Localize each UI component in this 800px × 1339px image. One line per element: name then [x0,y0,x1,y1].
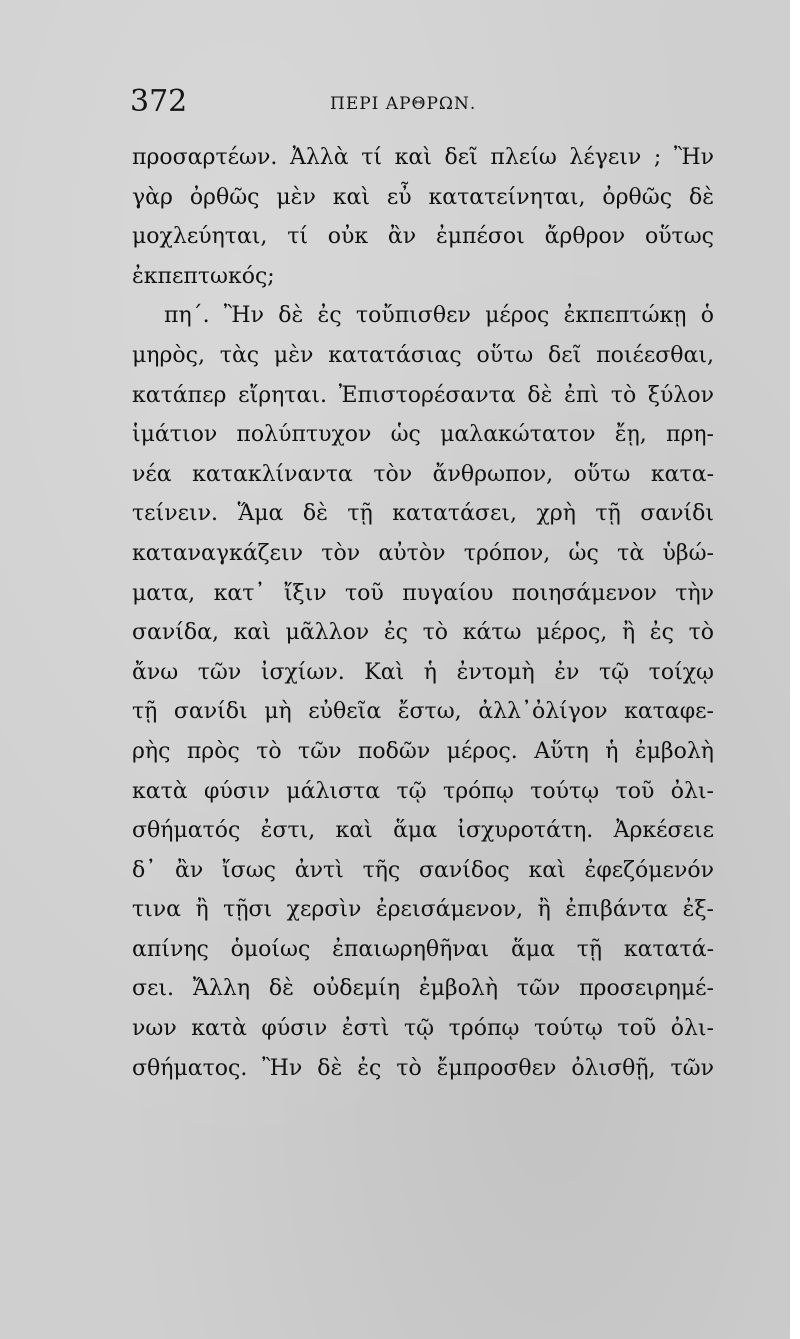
text-line: νέα κατακλίναντα τὸν ἄνθρωπον, οὕτω κατα- [132,461,714,487]
text-line: προσαρτέων. Ἀλλὰ τί καὶ δεῖ πλείω λέγειν ; Ἢν [132,145,714,170]
text-line: τινα ἢ τῇσι χερσὶν ἐρεισάμενον, ἢ ἐπιβάντα ἐξ- [132,897,714,923]
text-line: γὰρ ὀρθῶς μὲν καὶ εὖ κατατείνηται, ὀρθῶς δὲ [132,184,714,210]
scan-margin [790,0,800,1339]
text-line: νων κατὰ φύσιν ἐστὶ τῷ τρόπῳ τούτῳ τοῦ ὀλι- [132,1016,714,1042]
text-line: ἐκπεπτωκός; [132,263,275,289]
text-line: σθήματός ἐστι, καὶ ἅμα ἰσχυροτάτη. Ἀρκέσειε [132,818,714,844]
text-line: μοχλεύηται, τί οὐκ ἂν ἐμπέσοι ἄρθρον οὕτως [132,224,714,250]
text-line: κατὰ φύσιν μάλιστα τῷ τρόπῳ τούτῳ τοῦ ὀλι- [132,778,714,804]
text-line: καταναγκάζειν τὸν αὐτὸν τρόπον, ὡς τὰ ὑβώ- [132,540,714,566]
text-line: σει. Ἄλλη δὲ οὐδεμίη ἐμβολὴ τῶν προσειρημέ- [132,976,714,1002]
page-header [130,84,720,130]
text-line: ματα, κατ᾽ ἴξιν τοῦ πυγαίου ποιησάμενον τὴν [132,580,714,606]
text-line: ἱμάτιον πολύπτυχον ὡς μαλακώτατον ἔῃ, πρη- [132,422,714,448]
page-number: 372 [130,84,188,119]
text-line: κατάπερ εἴρηται. Ἐπιστορέσαντα δὲ ἐπὶ τὸ ξύλον [132,382,714,408]
text-line: σθήματος. Ἢν δὲ ἐς τὸ ἔμπροσθεν ὀλισθῇ, τῶν [132,1055,714,1081]
body-text [132,138,714,1088]
text-line: σανίδα, καὶ μᾶλλον ἐς τὸ κάτω μέρος, ἢ ἐς τὸ [132,620,714,646]
text-line: απίνης ὁμοίως ἐπαιωρηθῆναι ἅμα τῇ κατατά- [132,936,714,962]
text-line: πη΄. Ἢν δὲ ἐς τοὔπισθεν μέρος ἐκπεπτώκῃ ὁ [164,303,714,329]
text-line: τῇ σανίδι μὴ εὐθεῖα ἔστω, ἀλλ᾽ὀλίγον καταφε- [132,699,714,725]
text-line: δ᾽ ἂν ἴσως ἀντὶ τῆς σανίδος καὶ ἐφεζόμενόν [132,857,714,883]
text-line: ρὴς πρὸς τὸ τῶν ποδῶν μέρος. Αὕτη ἡ ἐμβολὴ [132,738,714,764]
running-title: ΠΕΡΙ ΑΡΘΡΩΝ. [330,94,477,114]
text-line: μηρὸς, τὰς μὲν κατατάσιας οὕτω δεῖ ποιέεσθαι, [132,342,714,368]
text-line: τείνειν. Ἅμα δὲ τῇ κατατάσει, χρὴ τῇ σανίδι [132,501,714,527]
text-line: ἄνω τῶν ἰσχίων. Καὶ ἡ ἐντομὴ ἐν τῷ τοίχῳ [132,659,714,685]
